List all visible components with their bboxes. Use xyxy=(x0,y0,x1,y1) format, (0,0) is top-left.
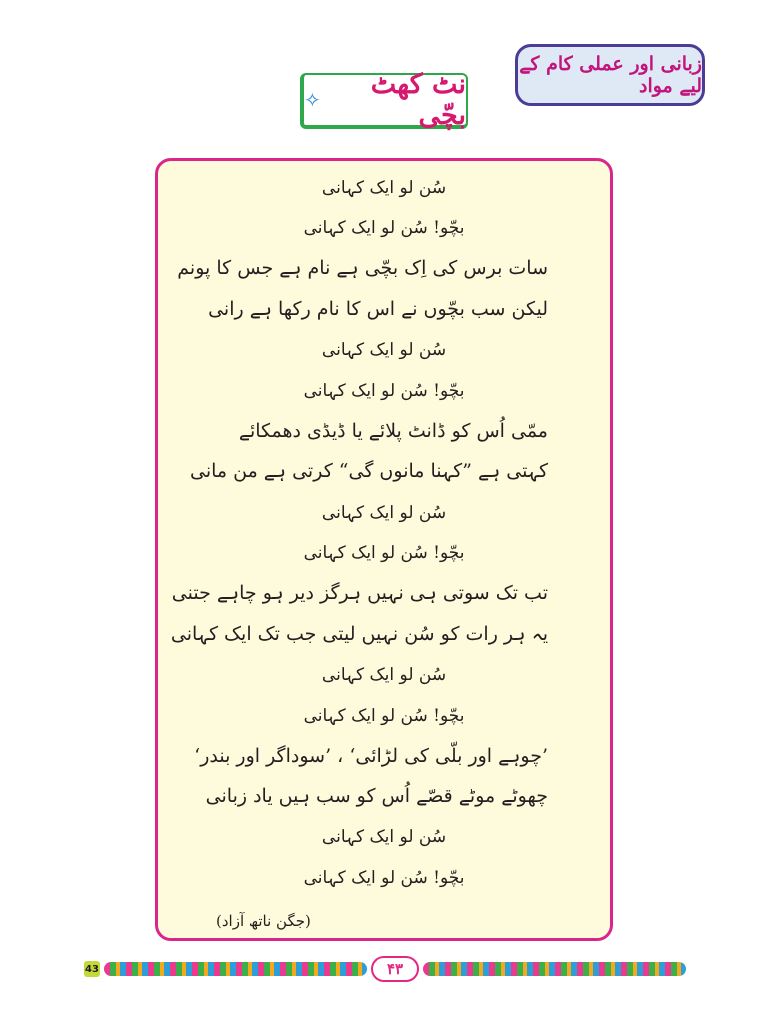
poem-refrain-line: سُن لو ایک کہانی xyxy=(321,827,447,848)
poem-verse-line: ممّی اُس کو ڈانٹ پلائے یا ڈیڈی دھمکائے xyxy=(238,419,548,442)
poem-refrain-line: بچّو! سُن لو ایک کہانی xyxy=(303,380,465,401)
poem-refrain-line: بچّو! سُن لو ایک کہانی xyxy=(303,705,465,726)
section-tag-text: زبانی اور عملی کام کے لیے مواد xyxy=(519,53,702,97)
poem-verse-line: چھوٹے موٹے قصّے اُس کو سب ہیں یاد زبانی xyxy=(205,785,548,808)
poem-refrain-line: سُن لو ایک کہانی xyxy=(321,340,447,361)
page-number-urdu: ۴۳ xyxy=(371,956,419,982)
poem-refrain-line: سُن لو ایک کہانی xyxy=(321,664,447,685)
poem-panel xyxy=(155,158,613,941)
poem-verse-line: لیکن سب بچّوں نے اس کا نام رکھا ہے رانی xyxy=(208,298,548,321)
poem-verse-line: کہتی ہے ”کہنا مانوں گی“ کرتی ہے من مانی xyxy=(189,460,548,483)
poem-refrain-line: سُن لو ایک کہانی xyxy=(321,177,447,198)
poem-verse-line: ’چوہے اور بلّی کی لڑائی‘ ، ’سوداگر اور بندر‘ xyxy=(194,744,548,767)
poem-refrain-line: بچّو! سُن لو ایک کہانی xyxy=(303,218,465,239)
section-tag xyxy=(515,44,705,106)
poem-body xyxy=(170,167,598,898)
page-number: 43 xyxy=(84,961,100,977)
decorative-border-left xyxy=(104,962,367,976)
poem-verse-line: سات برس کی اِک بچّی ہے نام ہے جس کا پونم xyxy=(177,257,548,280)
sparkle-icon: ✧ xyxy=(304,88,321,112)
poem-verse-line: یہ ہر رات کو سُن نہیں لیتی جب تک ایک کہانی xyxy=(170,622,548,645)
poem-refrain-line: بچّو! سُن لو ایک کہانی xyxy=(303,543,465,564)
decorative-border-right xyxy=(423,962,686,976)
page-title: نٹ کھٹ بچّی xyxy=(370,69,466,131)
poem-refrain-line: سُن لو ایک کہانی xyxy=(321,502,447,523)
poet-credit: (جگن ناتھ آزاد) xyxy=(216,912,311,930)
title-box xyxy=(300,69,468,131)
poem-verse-line: تب تک سوتی ہی نہیں ہرگز دیر ہو چاہے جتنی xyxy=(171,582,548,605)
poem-refrain-line: بچّو! سُن لو ایک کہانی xyxy=(303,867,465,888)
page-footer xyxy=(84,955,690,983)
